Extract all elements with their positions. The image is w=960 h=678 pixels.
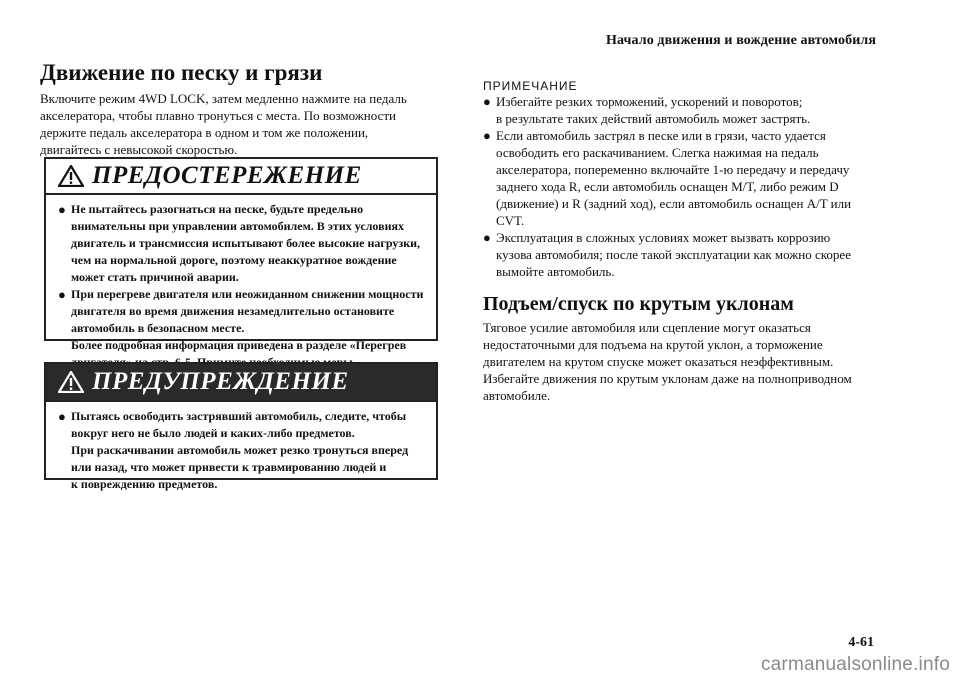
slopes-line: недостаточными для подъема на крутой уклон, а торможение <box>483 337 823 352</box>
note-line: Если автомобиль застрял в песке или в грязи, часто удается <box>496 128 826 143</box>
caution-line: вокруг него не было людей и каких-либо предметов. <box>71 426 355 440</box>
note-line: вымойте автомобиль. <box>496 264 615 279</box>
note-item <box>483 127 893 229</box>
warning-line: внимательны при управлении автомобилем. В этих условиях <box>71 219 405 233</box>
caution-line: Пытаясь освободить застрявший автомобиль, следите, чтобы <box>71 409 407 423</box>
caution-line: или назад, что может привести к травмированию людей и <box>71 460 387 474</box>
bullet-icon: ● <box>483 94 491 109</box>
warning-header <box>46 159 436 195</box>
warning-line: Не пытайтесь разогнаться на песке, будьте предельно <box>71 202 364 216</box>
warning-line: двигатель и трансмиссия испытывают более высокие нагрузки, <box>71 236 421 250</box>
watermark: carmanualsonline.info <box>760 654 950 675</box>
bullet-icon: ● <box>483 128 491 143</box>
caution-line: к повреждению предметов. <box>71 477 218 491</box>
caution-item <box>58 408 426 493</box>
note-title: ПРИМЕЧАНИЕ <box>483 79 578 93</box>
note-line: CVT. <box>496 213 525 228</box>
note-line: Избегайте резких торможений, ускорений и поворотов; <box>496 94 803 109</box>
section-heading-sand-mud: Движение по песку и грязи <box>40 60 323 85</box>
caution-body <box>46 402 436 499</box>
left-column <box>40 60 440 158</box>
note-item <box>483 229 893 280</box>
slopes-line: автомобиле. <box>483 388 551 403</box>
section-heading-slopes: Подъем/спуск по крутым уклонам <box>483 293 794 315</box>
intro-line: двигайтесь с невысокой скоростью. <box>40 142 238 157</box>
warning-box <box>44 157 438 352</box>
caution-header <box>46 364 436 402</box>
warning-line: может стать причиной аварии. <box>71 270 239 284</box>
note-line: Эксплуатация в сложных условиях может вызвать коррозию <box>496 230 831 245</box>
note-line: заднего хода R, если автомобиль оснащен M/T, либо режим D <box>496 179 839 194</box>
bullet-icon: ● <box>58 202 66 217</box>
intro-line: держите педаль акселератора в одном и том же положении, <box>40 125 369 140</box>
slopes-paragraph <box>483 319 893 404</box>
warning-body <box>46 195 436 377</box>
intro-paragraph <box>40 90 440 158</box>
right-column <box>483 79 893 404</box>
intro-line: Включите режим 4WD LOCK, затем медленно нажмите на педаль <box>40 91 407 106</box>
caution-box <box>44 362 438 491</box>
slopes-line: двигателем на крутом спуске может оказаться неэффективным. <box>483 354 834 369</box>
slopes-line: Тяговое усилие автомобиля или сцепление могут оказаться <box>483 320 811 335</box>
bullet-icon: ● <box>58 409 66 424</box>
bullet-icon: ● <box>58 287 66 302</box>
warning-line: двигателя во время движения незамедлительно остановите <box>71 304 395 318</box>
page-number: 4-61 <box>848 635 874 650</box>
note-line: кузова автомобиля; после такой эксплуатации как можно скорее <box>496 247 851 262</box>
note-line: освободить его раскачиванием. Слегка нажимая на педаль <box>496 145 819 160</box>
note-line: (движение) и R (задний ход), если автомобиль оснащен A/T или <box>496 196 852 211</box>
warning-line: автомобиль в безопасном месте. <box>71 321 245 335</box>
warning-line: Более подробная информация приведена в разделе «Перегрев <box>71 338 407 352</box>
note-item <box>483 93 893 127</box>
caution-line: При раскачивании автомобиль может резко тронуться вперед <box>71 443 409 457</box>
warning-title: ПРЕДОСТЕРЕЖЕНИЕ <box>92 162 362 189</box>
caution-triangle-icon <box>58 371 84 393</box>
page-header: Начало движения и вождение автомобиля <box>606 33 876 48</box>
intro-line: акселератора, чтобы плавно тронуться с места. По возможности <box>40 108 396 123</box>
note-line: акселератора, попеременно включайте 1-ю передачу и передачу <box>496 162 850 177</box>
note-line: в результате таких действий автомобиль может застрять. <box>496 111 811 126</box>
note-body <box>483 93 893 280</box>
warning-item <box>58 286 426 371</box>
warning-line: чем на нормальной дороге, поэтому неаккуратное вождение <box>71 253 397 267</box>
warning-item <box>58 201 426 286</box>
warning-line: При перегреве двигателя или неожиданном снижении мощности <box>71 287 424 301</box>
caution-title: ПРЕДУПРЕЖДЕНИЕ <box>92 368 349 395</box>
warning-triangle-icon <box>58 165 84 187</box>
bullet-icon: ● <box>483 230 491 245</box>
slopes-line: Избегайте движения по крутым уклонам даже на полноприводном <box>483 371 852 386</box>
